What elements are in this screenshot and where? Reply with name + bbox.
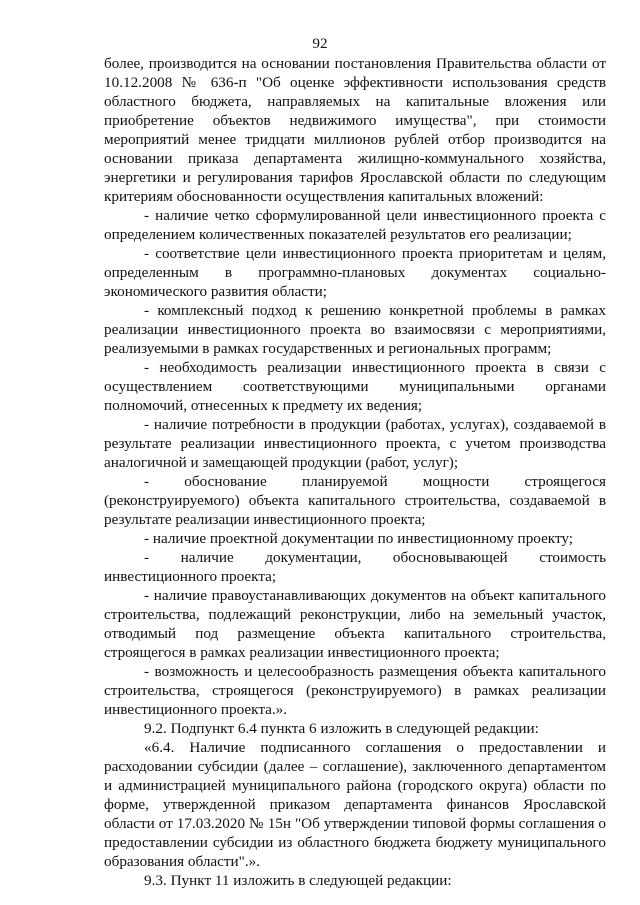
list-item: - комплексный подход к решению конкретной проблемы в рамках реализации инвестиционного проекта во взаимосвязи с мероприятиями, реализуемыми в рамках государственных и региональных программ;	[104, 302, 606, 357]
section-heading-9-2: 9.2. Подпункт 6.4 пункта 6 изложить в следующей редакции:	[144, 720, 539, 737]
list-item: - возможность и целесообразность размещения объекта капитального строительства, строящегося (реконструируемого) в рамках реализации инвестиционного проекта.».	[104, 663, 606, 718]
section-heading-9-3: 9.3. Пункт 11 изложить в следующей редакции:	[144, 872, 452, 889]
list-item: - соответствие цели инвестиционного проекта приоритетам и целям, определенным в программно-плановых документах социально-экономического развития области;	[104, 245, 606, 300]
list-item: - наличие проектной документации по инвестиционному проекту;	[144, 530, 574, 547]
list-item: - наличие четко сформулированной цели инвестиционного проекта с определением количественных показателей результатов его реализации;	[104, 207, 606, 243]
document-body	[104, 54, 606, 890]
paragraph: «6.4. Наличие подписанного соглашения о предоставлении и расходовании субсидии (далее – соглашение), заключенного департаментом и администрацией муниципального района (городского округа) области по форме, утвержденной приказом департамента финансов Ярославской области от 17.03.2020 № 15н "Об утверждении типовой формы соглашения о предоставлении субсидии из областного бюджета бюджету муниципального образования области".».	[104, 739, 606, 870]
page-number: 92	[312, 35, 328, 52]
list-item: - необходимость реализации инвестиционного проекта в связи с осуществлением соответствующими муниципальными органами полномочий, отнесенных к предмету их ведения;	[104, 359, 606, 414]
list-item: - наличие документации, обосновывающей стоимость инвестиционного проекта;	[104, 549, 606, 585]
paragraph: более, производится на основании постановления Правительства области от 10.12.2008 № 636-п "Об оценке эффективности использования средств областного бюджета, направляемых на капитальные вложения или приобретение объектов недвижимого имущества", при стоимости мероприятий менее тридцати миллионов рублей отбор производится на основании приказа департамента жилищно-коммунального хозяйства, энергетики и регулирования тарифов Ярославской области по следующим критериям обоснованности осуществления капитальных вложений:	[104, 55, 606, 205]
list-item: - наличие правоустанавливающих документов на объект капитального строительства, подлежащий реконструкции, либо на земельный участок, отводимый под размещение объекта капитального строительства, строящегося в рамках реализации инвестиционного проекта;	[104, 587, 606, 661]
list-item: - наличие потребности в продукции (работах, услугах), создаваемой в результате реализации инвестиционного проекта, с учетом производства аналогичной и замещающей продукции (работ, услуг);	[104, 416, 606, 471]
list-item: - обоснование планируемой мощности строящегося (реконструируемого) объекта капитального строительства, создаваемой в результате реализации инвестиционного проекта;	[104, 473, 606, 528]
